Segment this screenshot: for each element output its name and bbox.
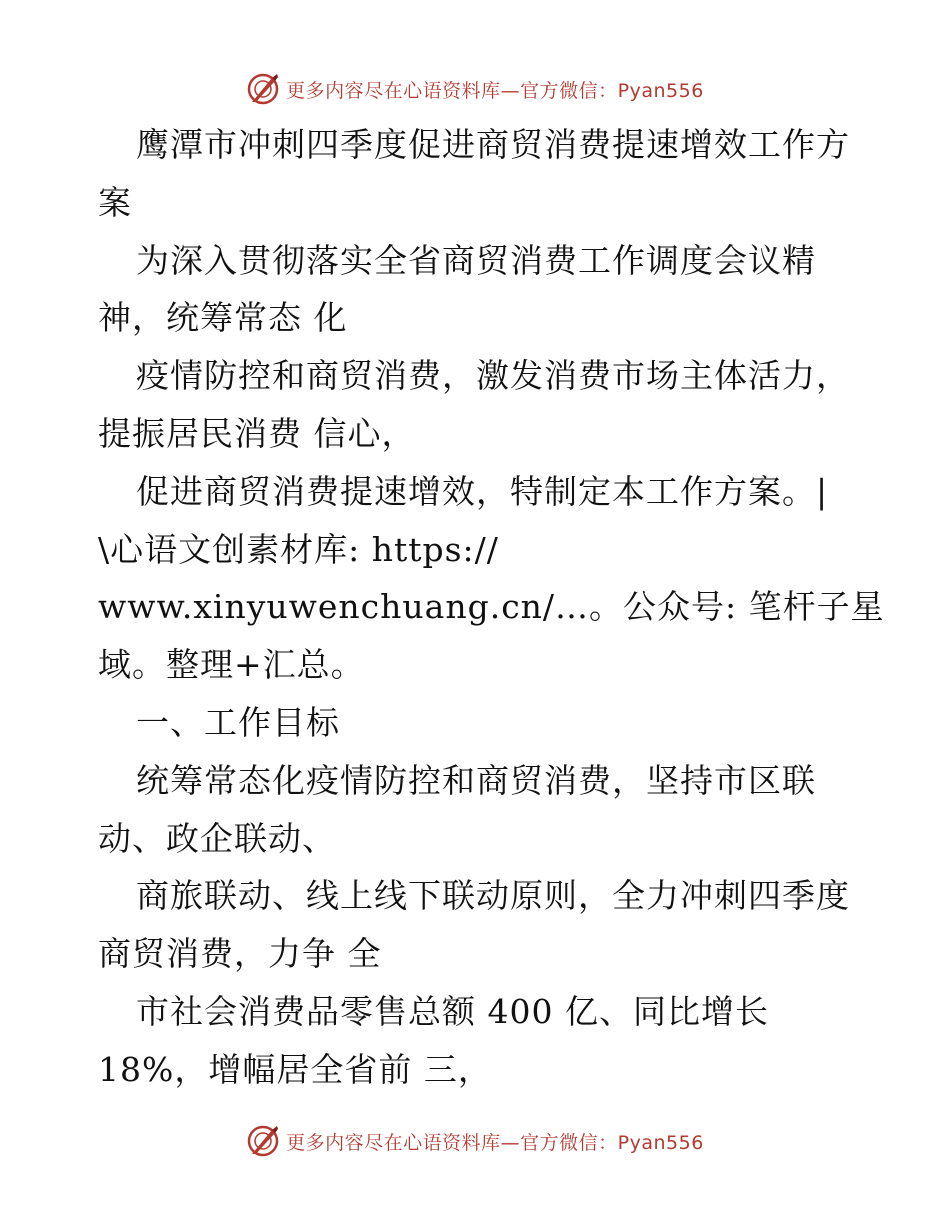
paragraph-line: 为深入贯彻落实全省商贸消费工作调度会议精 — [136, 240, 816, 280]
paragraph-line: \心语文创素材库: https:// — [98, 529, 499, 569]
footer-watermark — [0, 1124, 950, 1158]
title-line-2: 案 — [98, 182, 132, 222]
paragraph-line: 域。整理+汇总。 — [98, 645, 365, 685]
paragraph-line: 促进商贸消费提速增效，特制定本工作方案。| — [136, 471, 829, 511]
section-heading: 一、工作目标 — [136, 702, 340, 742]
watermark-text: 更多内容尽在心语资料库—官方微信：Pyan556 — [286, 79, 704, 102]
paragraph-line: 商贸消费，力争 全 — [98, 934, 382, 974]
paragraph-line: www.xinyuwenchuang.cn/…。公众号: 笔杆子星 — [98, 587, 885, 627]
paragraph-line: 提振居民消费 信心， — [98, 413, 416, 453]
header-watermark — [0, 72, 950, 106]
paragraph-line: 动、政企联动、 — [98, 818, 336, 858]
watermark-text: 更多内容尽在心语资料库—官方微信：Pyan556 — [286, 1131, 704, 1154]
document-body — [98, 116, 885, 1099]
paragraph-line: 疫情防控和商贸消费，激发消费市场主体活力， — [136, 356, 850, 396]
paragraph-line: 18%，增幅居全省前 三， — [98, 1049, 492, 1089]
quill-logo-icon — [246, 72, 280, 106]
title-line-1: 鹰潭市冲刺四季度促进商贸消费提速增效工作方 — [136, 125, 850, 164]
paragraph-line: 市社会消费品零售总额 400 亿、同比增长 — [136, 991, 769, 1031]
paragraph-line: 商旅联动、线上线下联动原则，全力冲刺四季度 — [136, 876, 850, 916]
paragraph-line: 统筹常态化疫情防控和商贸消费，坚持市区联 — [136, 760, 816, 800]
quill-logo-icon — [246, 1124, 280, 1158]
paragraph-line: 神，统筹常态 化 — [98, 298, 348, 338]
